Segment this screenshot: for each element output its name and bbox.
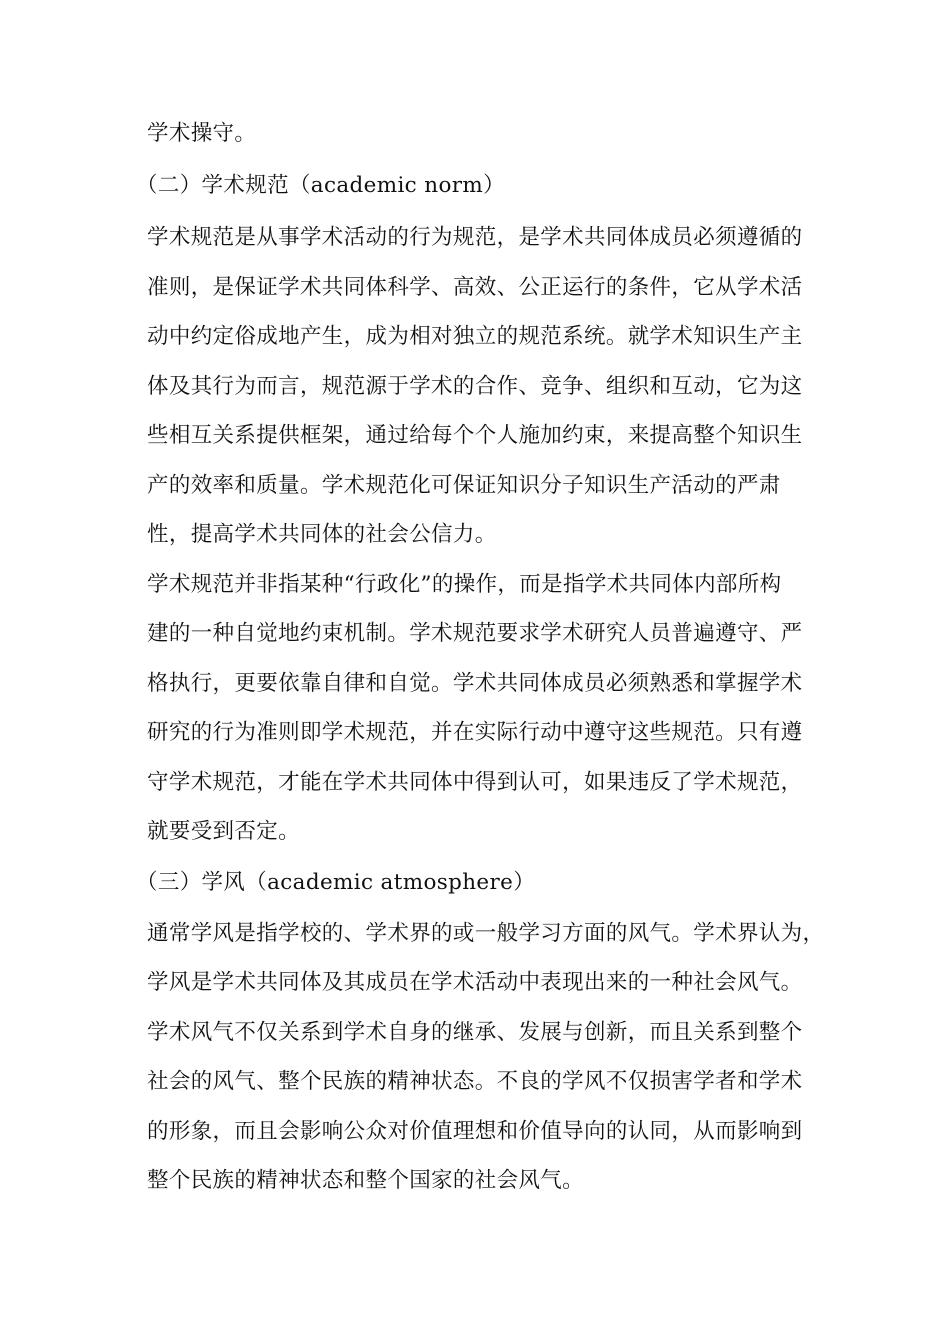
section-heading-academic-norm: （二）学术规范（academic norm） (136, 173, 505, 198)
text-line: 产的效率和质量。学术规范化可保证知识分子知识生产活动的严肃 (147, 473, 781, 498)
text-line: 学风是学术共同体及其成员在学术活动中表现出来的一种社会风气。 (147, 970, 803, 995)
text-line: 学术规范并非指某种“行政化”的操作，而是指学术共同体内部所构 (147, 572, 782, 597)
text-line: 学术操守。 (147, 121, 257, 146)
text-line: 守学术规范，才能在学术共同体中得到认可，如果违反了学术规范， (147, 770, 803, 795)
text-line: 准则，是保证学术共同体科学、高效、公正运行的条件，它从学术活 (147, 275, 803, 300)
text-line: 研究的行为准则即学术规范，并在实际行动中遵守这些规范。只有遵 (147, 720, 803, 745)
text-line: 格执行，更要依靠自律和自觉。学术共同体成员必须熟悉和掌握学术 (147, 671, 803, 696)
text-line: 建的一种自觉地约束机制。学术规范要求学术研究人员普遍遵守、严 (147, 621, 803, 646)
text-line: 些相互关系提供框架，通过给每个个人施加约束，来提高整个知识生 (147, 423, 803, 448)
text-line: 学术规范是从事学术活动的行为规范，是学术共同体成员必须遵循的 (147, 225, 803, 250)
text-line: 整个民族的精神状态和整个国家的社会风气。 (147, 1168, 585, 1193)
text-line: 就要受到否定。 (147, 819, 300, 844)
text-line: 性，提高学术共同体的社会公信力。 (147, 522, 497, 547)
section-heading-academic-atmosphere: （三）学风（academic atmosphere） (136, 870, 536, 895)
text-line: 体及其行为而言，规范源于学术的合作、竞争、组织和互动，它为这 (147, 374, 803, 399)
text-line: 学术风气不仅关系到学术自身的继承、发展与创新，而且关系到整个 (147, 1020, 803, 1045)
text-line: 的形象，而且会影响公众对价值理想和价值导向的认同，从而影响到 (147, 1119, 803, 1144)
text-line: 通常学风是指学校的、学术界的或一般学习方面的风气。学术界认为， (147, 921, 825, 946)
text-line: 社会的风气、整个民族的精神状态。不良的学风不仅损害学者和学术 (147, 1069, 803, 1094)
text-line: 动中约定俗成地产生，成为相对独立的规范系统。就学术知识生产主 (147, 324, 803, 349)
